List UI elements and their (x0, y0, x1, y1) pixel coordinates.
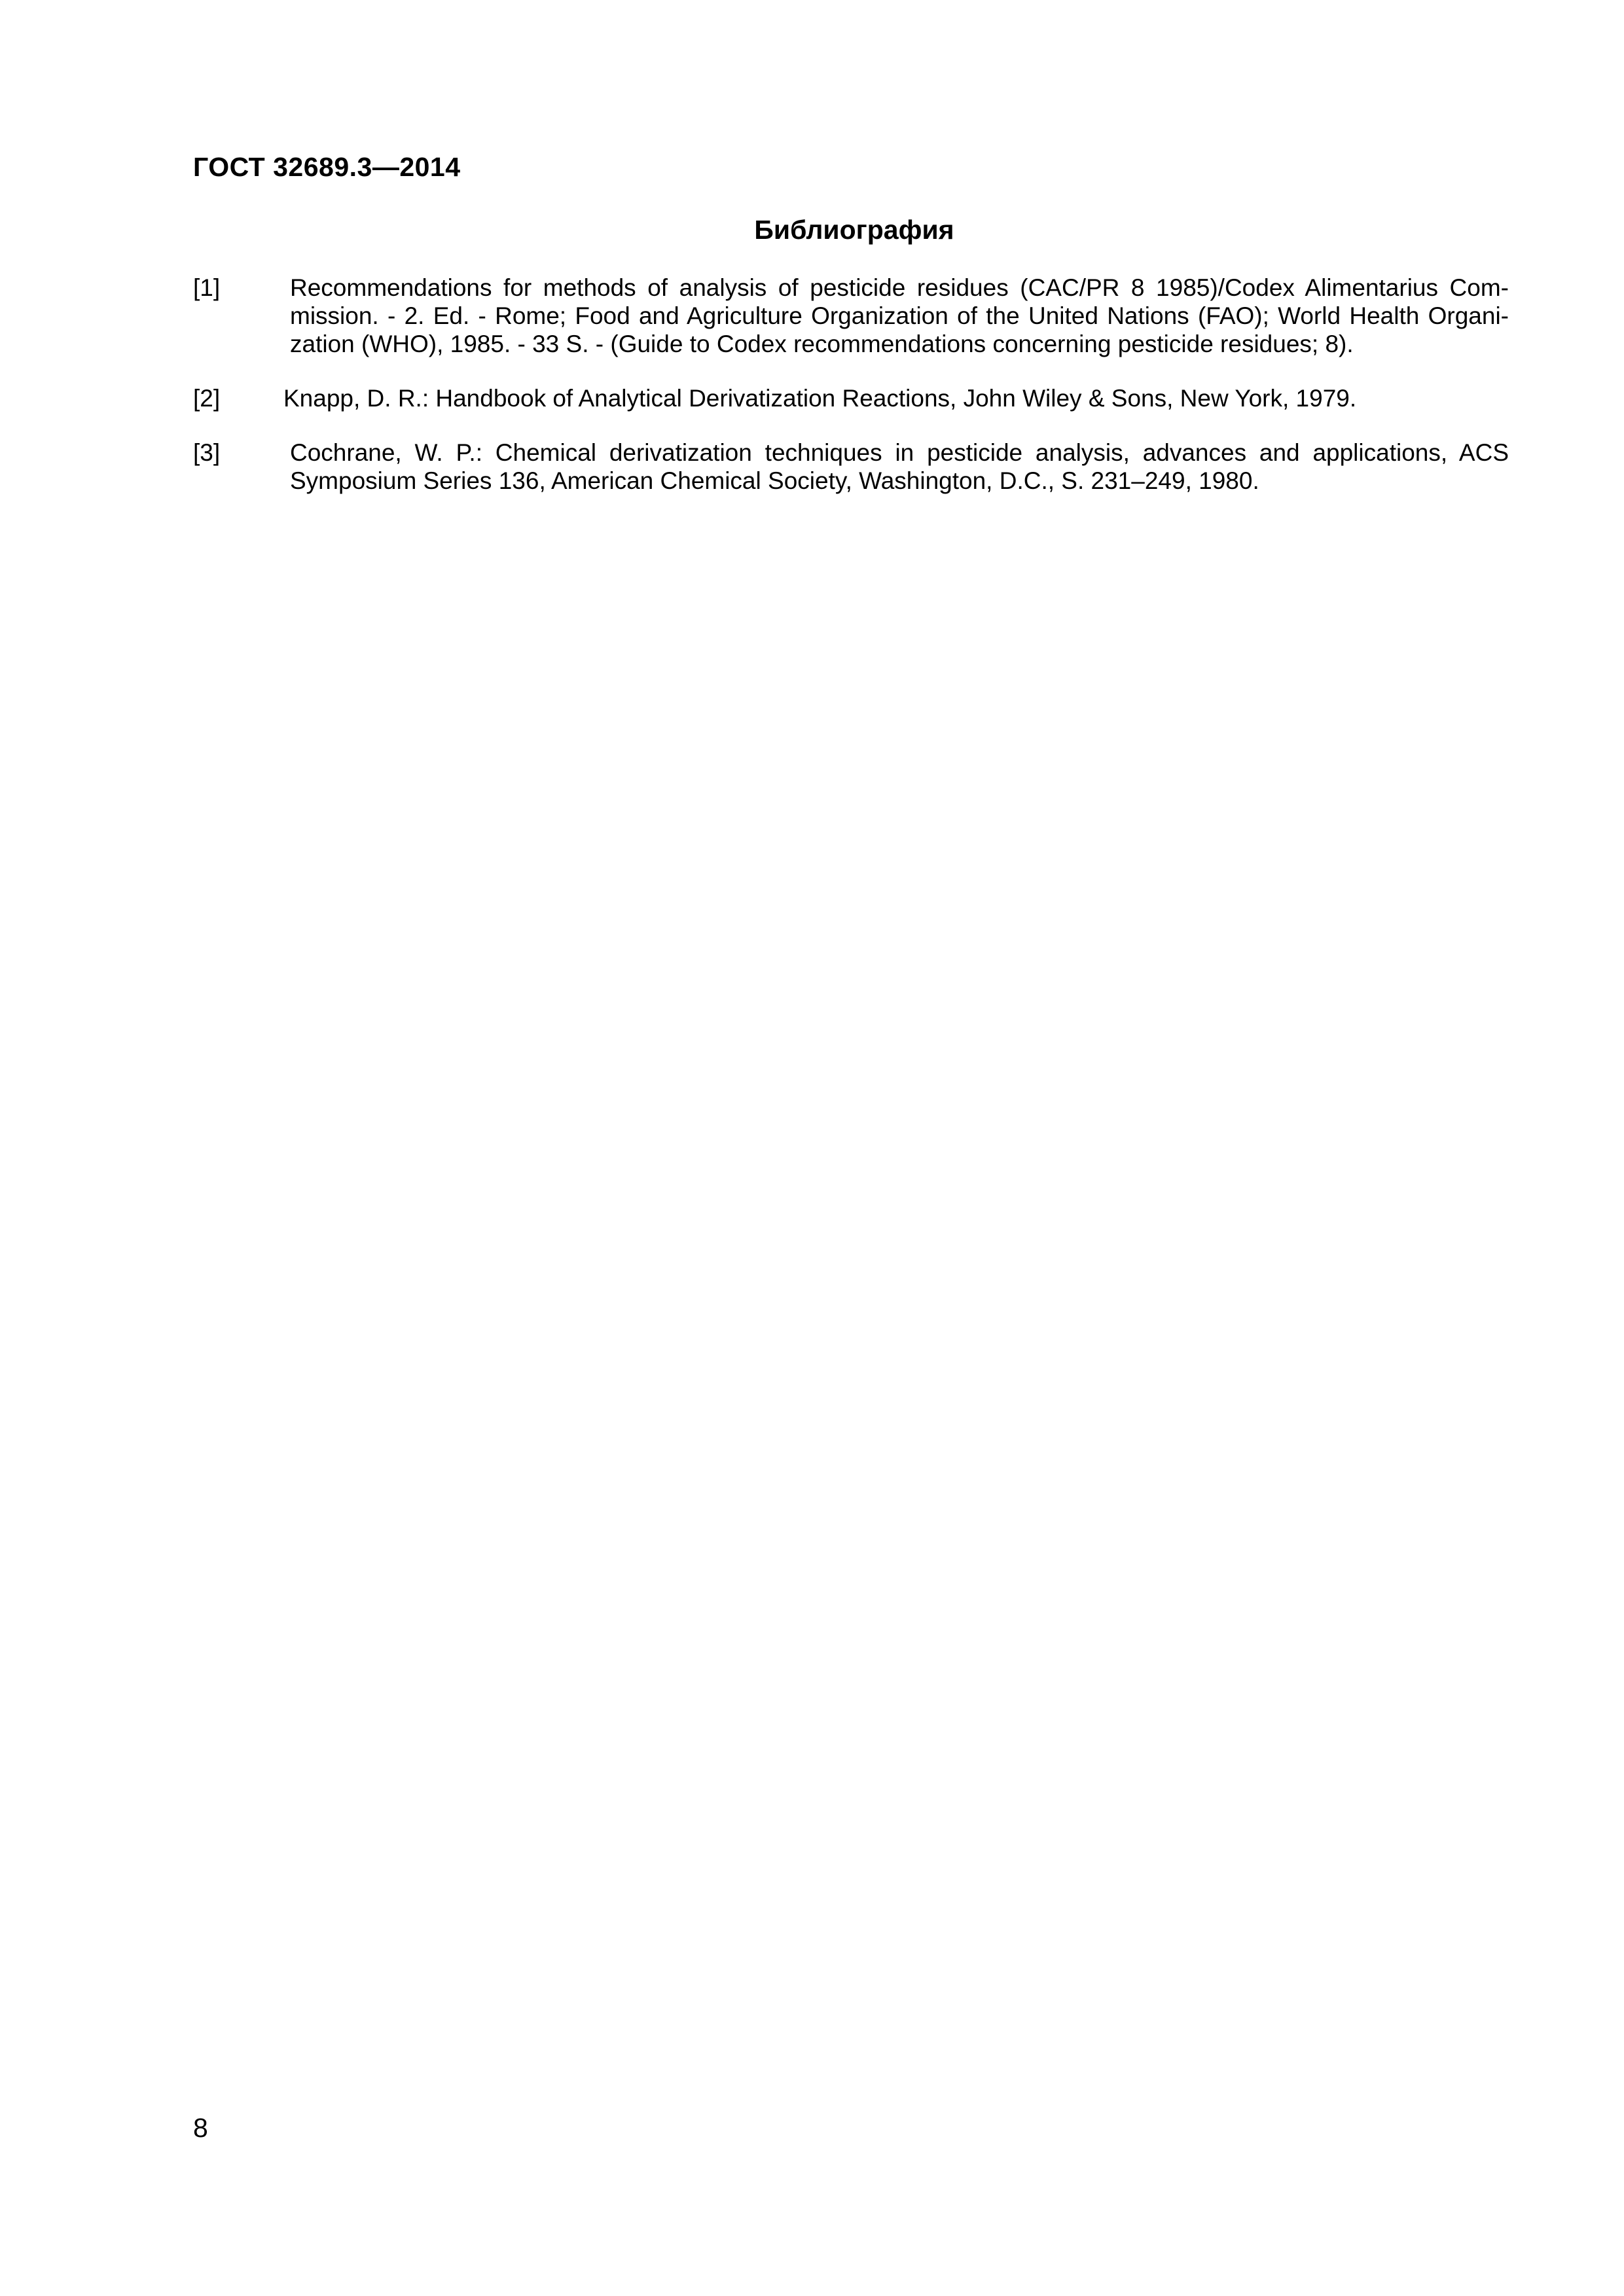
reference-number: [3] (193, 439, 221, 466)
reference-item (193, 274, 1509, 358)
section-title: Библиография (754, 215, 954, 245)
reference-text: Recommendations for methods of analysis of pesticide residues (CAC/PR 8 1985)/Codex Alimentarius Com-mission. - 2. Ed. - Rome; Food and Agriculture Organization of the United Nations (FAO); World Health Organi-zation (WHO), 1985. - 33 S. - (Guide to Codex recommendations concerning pesticide residues; 8). (290, 274, 1509, 357)
reference-number: [2] (193, 385, 221, 412)
reference-list (193, 274, 1509, 521)
reference-text: Cochrane, W. P.: Chemical derivatization techniques in pesticide analysis, advances and applications, ACS Symposium Series 136, American Chemical Society, Washington, D.C., S. 231–249, 1980. (290, 439, 1509, 494)
reference-number: [1] (193, 274, 221, 301)
reference-item (193, 439, 1509, 495)
page-number: 8 (193, 2113, 208, 2143)
reference-item (193, 384, 1509, 412)
document-standard-number: ГОСТ 32689.3—2014 (193, 152, 461, 182)
reference-text: Knapp, D. R.: Handbook of Analytical Derivatization Reactions, John Wiley & Sons, New York, 1979. (283, 385, 1357, 412)
